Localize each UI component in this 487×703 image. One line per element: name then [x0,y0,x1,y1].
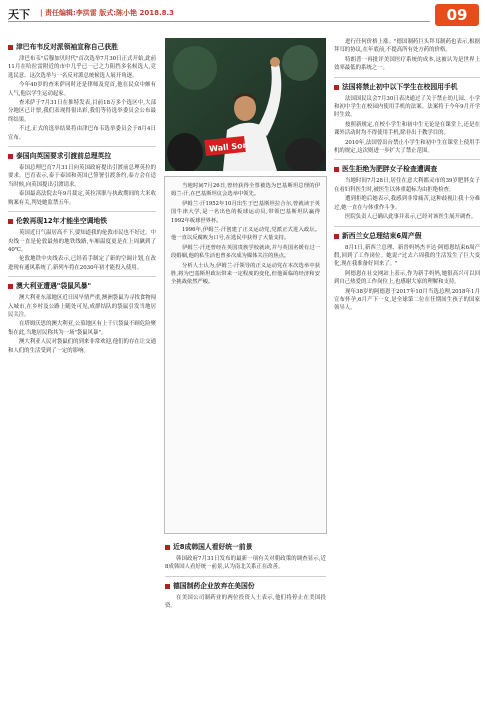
section-heading-text: 澳大利亚遭遇"袋鼠风暴" [16,282,92,291]
article-paragraph: 按照新规定,在校小学生和初中生无论是在课堂上,还是在课外活动时均不得使用手机,除非出于教学目的。 [334,121,480,137]
article-paragraph: 遭到拒绝后她表示,我感到非常痛苦,这种歧视让我十分难过,她一直在与体重作斗争。 [334,196,480,211]
section-marker-icon [165,584,170,589]
section-heading [8,217,156,226]
article-paragraph: 在塔姆沃思的澳大利亚,公墓地区有上千只袋鼠不顾危险聚集在此,当地居民称其为一场"袋鼠风暴"。 [8,321,156,336]
section-marker-icon [165,545,170,550]
article-paragraph: 医院负责人已确认此事并表示,已经对该医生展开调查。 [345,214,477,221]
article-paragraph: 英国近日气温居高不下,要知道我的伦敦市民也不好过。中央线一直是伦敦最热的地铁线路,车厢温度更是在上周飙到了40℃。 [8,230,156,253]
section-divider [334,77,480,78]
article-paragraph: 法国国民议会7月30日表决通过了关于禁止幼儿园、小学和初中学生在校园内使用手机的法案。法案将于今年9月开学时生效。 [334,95,480,119]
column-middle [165,538,326,612]
section-heading [165,543,326,552]
section-heading [334,83,480,92]
article-paragraph: 在美国公司制药业的两位投资人士表示,他们将停止在美国投资。 [165,594,326,610]
editor-meta: | 责任编辑:李洪雷 版式:陈小艳 2018.8.3 [40,9,175,17]
section-heading [8,152,156,161]
feature-paragraph: 1996年,伊姆兰·汗创建了正义运动党,党派正式进入政坛。他一直以反腐败为口号,在选民中获得了大量支持。 [171,227,320,242]
section-heading [334,165,480,174]
section-marker-icon [8,284,13,289]
section-heading-text: 德国制药企业放弃在美国份 [173,581,255,590]
section-divider [8,211,156,212]
article-paragraph: 不过,正式的选举结果将由津巴布韦选举委员会于8月4日宣布。 [8,126,156,141]
article-paragraph: 进行任何价格上涨。"德国制药巨头拜耳制药也表示,根据拜耳的协议,在年底前,不提高所有处方药的价格。 [334,39,480,54]
article-paragraph: 8月1日,新西兰总理、新晋妈妈杰辛达·阿德恩结束6周产假,回到了工作岗位。她说:"过去六周我的生活发生了巨大变化,现在我准备好回来了。" [334,244,480,268]
section-marker-icon [8,219,13,224]
article-paragraph: 当地时间7月28日,居住在意大利都灵市的39岁肥胖女子在看妇科医生时,被医生以体重超标为由拒绝检查。 [334,178,480,193]
article-paragraph: 泰国总理巴育7月31日向英国政府提出引渡前总理英拉的要求。巴育表示,泰于泰国和英国已签署引渡条约,泰方会在适当时候,向英国提出引渡请求。 [8,165,156,188]
feature-box [164,176,327,534]
page-header [0,0,487,30]
article-paragraph: 澳大利亚人民对袋鼠们的到来非常欢迎,他们的存在让交通和人们的生活受到了一定的影响。 [8,339,156,354]
section-heading-text: 医生拒绝为肥胖女子检查遭调查 [342,165,438,174]
article-paragraph: 2010年,法国曾出台禁止小学生和初中生在课堂上使用手机的规定,这次则进一步扩大了禁止范围。 [334,139,480,155]
section-heading-text: 法国将禁止初中以下学生在校园用手机 [342,82,458,91]
section-marker-icon [334,167,339,172]
article-paragraph: 伦敦地铁中央线表示,已经着手制定了新的空调计划,在改进现有通风系统了,新列车将在2030年初才能投入使用。 [8,256,156,271]
section-marker-icon [8,154,13,159]
section-heading-text: 近8成韩国人看好统一前景 [173,543,253,551]
section-heading-text: 泰国向英国要求引渡前总理英拉 [16,152,112,161]
article-paragraph: 泰国最高法院去年9月裁定,英拉渎职与执政期间的大米收购案有关,判处她监禁五年。 [8,191,156,206]
feature-paragraph: 当地时间7月26日,曾经获得全票被选为巴基斯坦总理的伊姆兰·汗,在巴基斯坦议会选举中领先。 [171,183,320,198]
section-heading-text: 津巴布韦反对派领袖宣称自己获胜 [16,43,118,51]
feature-paragraph: 分析人士认为,伊姆兰·汗领导的正义运动党在本次选举中获胜,将为巴基斯坦政坛带来一定程度的变化,但他面临的经济和安全挑战依然严峻。 [171,262,320,286]
section-divider [334,159,480,160]
section-heading-text: 新西兰女总理结束6周产假 [342,231,422,240]
article-paragraph: 查米萨于7月31日在推特发表,目前18万多个选区中,大部分地区已计票,我们表现得很出彩,我们等待选举委员会公布最终结果。 [8,100,156,123]
section-divider [8,146,156,147]
news-photo [165,38,326,171]
section-heading-text: 伦敦再现12年才能坐空调地铁 [16,217,108,226]
section-divider [334,226,480,227]
feature-paragraph: 伊姆兰·汗1952年10月出生于巴基斯坦拉合尔,曾就读于英国牛津大学,是一名出色的板球运动员,带领巴基斯坦队赢得1992年板球世界杯。 [171,200,320,224]
section-title: 天下 [8,8,30,21]
section-divider [8,276,156,277]
article-paragraph: 特朗普一再批评美国医疗系统的成本,这被认为是世界上效率最低的系统之一。 [334,56,480,72]
section-heading [8,282,156,291]
article-paragraph: 韩国政府7月31日发布的最新一项有关对朝政策的调查显示,近8成韩国人看好统一前景,认为南北关系正在改善。 [165,556,326,571]
article-paragraph: 今年40岁的查米萨同时还是律师及党首,他在民众中颇有人气,他以学生运动起家。 [8,82,156,97]
column-right [334,38,480,314]
photo-sign-text: Wall Son [208,140,249,154]
section-heading [165,582,326,591]
photo-illustration [165,38,326,171]
section-marker-icon [334,85,339,90]
article-paragraph: 津巴布韦"后穆加贝时代"首次选举7月30日正式开始,此前11月在哈拉雷附近的市中几乎已一己之力阻挡多名候选人,竞选民意。这次选举与一名反对派总统候选人展开角逐。 [8,56,156,79]
section-heading [8,43,156,52]
article-paragraph: 现年38岁的阿德恩于2017年10月当选总理,2018年1月宣布怀孕,6月产下一女,是全球第二位在任期间生孩子的国家领导人。 [334,288,480,312]
header-rule [8,21,430,22]
article-paragraph: 阿德恩在社交网站上表示,作为新手妈妈,她很高兴可以回到自己热爱的工作岗位上,也感谢大家的理解和支持。 [334,270,480,286]
section-marker-icon [8,45,13,50]
section-divider [165,576,326,577]
section-heading [334,232,480,241]
column-left [8,38,156,356]
section-marker-icon [334,234,339,239]
page-number-badge: 09 [435,4,479,26]
article-paragraph: 澳大利亚东部地区近日因旱情严重,澳洲袋鼠为寻找食物闯入城市,在乡村及公路上随处可见,成群结队的袋鼠引发当地居民关注。 [8,295,156,318]
feature-paragraph: 伊姆兰·汗还曾经在英国贵族学校就读,并与英国名媛有过一段婚姻,他的私生活也曾多次成为媒体关注的焦点。 [171,244,320,260]
